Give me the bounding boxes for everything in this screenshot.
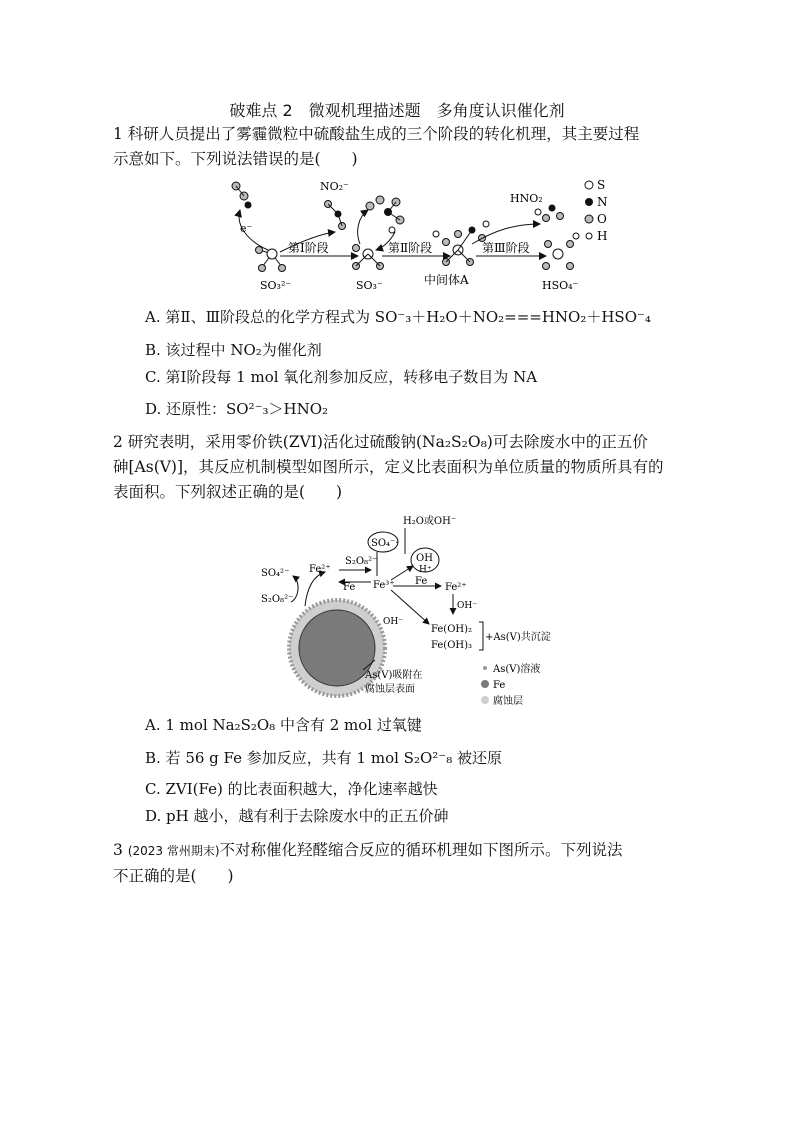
adsorb-label-1: As(Ⅴ)吸附在: [365, 670, 423, 681]
q2-stem-line3: 表面积。下列叙述正确的是( ): [113, 483, 343, 501]
electron-label: e⁻: [240, 222, 253, 235]
s2o8-top-label: S₂O₈²⁻: [345, 556, 378, 567]
so3-molecule: [353, 245, 384, 270]
svg-text:As(Ⅴ)溶液: As(Ⅴ)溶液: [493, 664, 541, 675]
svg-text:O: O: [597, 212, 607, 226]
q2-stem-line2: 砷[As(Ⅴ)]，其反应机制模型如图所示，定义比表面积为单位质量的物质所具有的: [113, 458, 664, 476]
so3-label: SO₃⁻: [356, 279, 383, 292]
fe2b-label: Fe²⁺: [445, 582, 467, 593]
svg-text:S: S: [597, 178, 606, 192]
feoh3-label: Fe(OH)₃: [431, 640, 473, 651]
q2-stem-line1: 2 研究表明，采用零价铁(ZVI)活化过硫酸钠(Na₂S₂O₈)可去除废水中的正五价: [113, 433, 648, 451]
so4-label: SO₄²⁻: [261, 568, 290, 579]
q2-option-a: A. 1 mol Na₂S₂O₈ 中含有 2 mol 过氧键: [145, 716, 422, 734]
q1-stem-line2: 示意如下。下列说法错误的是( ): [113, 150, 358, 168]
so3-2-label: SO₃²⁻: [260, 279, 292, 292]
q2-option-b: B. 若 56 g Fe 参加反应，共有 1 mol S₂O²⁻₈ 被还原: [145, 749, 502, 767]
so4-radical-label: SO₄⁻·: [371, 538, 399, 549]
svg-text:腐蚀层: 腐蚀层: [493, 696, 523, 707]
oh-minus-label: OH⁻: [457, 601, 477, 611]
page-title: 破难点 2 微观机理描述题 多角度认识催化剂: [229, 101, 565, 120]
zvi-particle: [289, 600, 385, 696]
no2-label: NO₂⁻: [320, 180, 349, 193]
small-molecule-top: [232, 182, 252, 209]
stage3-label: 第Ⅲ阶段: [482, 241, 530, 255]
coprecipitation-label: +As(Ⅴ)共沉淀: [485, 632, 551, 643]
intermediate-label: 中间体A: [424, 273, 469, 287]
oh-minus2-label: OH⁻: [383, 617, 403, 627]
q3-stem-line1: [113, 840, 623, 861]
feoh2-label: Fe(OH)₂: [431, 624, 473, 635]
hno2-molecule: [535, 205, 564, 222]
q1-option-a: A. 第Ⅱ、Ⅲ阶段总的化学方程式为 SO⁻₃＋H₂O＋NO₂===HNO₂＋HSO⁻₄: [145, 308, 651, 326]
adsorb-label-2: 腐蚀层表面: [365, 684, 415, 695]
so3-2-molecule: [256, 247, 286, 272]
q1-legend: [585, 178, 608, 243]
svg-text:N: N: [597, 195, 608, 209]
upper-cluster: [366, 196, 404, 233]
q1-stem-line1: 1 科研人员提出了雾霾微粒中硫酸盐生成的三个阶段的转化机理，其主要过程: [113, 125, 640, 143]
fe3-label: Fe³⁺: [373, 580, 395, 591]
q2-option-c: C. ZVI(Fe) 的比表面积越大，净化速率越快: [145, 780, 438, 798]
fe-b-label: Fe: [415, 576, 428, 587]
q3-text: 不对称催化羟醛缩合反应的循环机理如下图所示。下列说法: [219, 841, 623, 859]
fe-label: Fe: [343, 582, 356, 593]
q1-mechanism-figure: [210, 172, 620, 292]
q2-option-d: D. pH 越小，越有利于去除废水中的正五价砷: [145, 807, 449, 825]
q1-option-c: C. 第Ⅰ阶段每 1 mol 氧化剂参加反应，转移电子数目为 NA: [145, 368, 538, 386]
oh-radical-label: OH: [416, 553, 433, 564]
intermediate-a-molecule: [433, 221, 489, 266]
stage2-label: 第Ⅱ阶段: [388, 241, 433, 255]
q2-mechanism-figure: [255, 510, 585, 710]
s2o8-left-label: S₂O₈²⁻: [261, 594, 294, 605]
q1-option-d: D. 还原性：SO²⁻₃＞HNO₂: [145, 400, 329, 418]
no2-molecule: [325, 201, 346, 230]
q3-stem-line2: 不正确的是( ): [113, 867, 234, 885]
h2o-oh-label: H₂O或OH⁻: [403, 516, 457, 527]
stage1-label: 第Ⅰ阶段: [288, 241, 329, 255]
hso4-label: HSO₄⁻: [542, 279, 579, 292]
q3-source: (2023 常州期末): [127, 844, 220, 858]
hno2-label: HNO₂: [510, 192, 543, 205]
q3-number: 3: [113, 841, 123, 859]
svg-text:Fe: Fe: [493, 680, 506, 691]
q2-legend: [481, 662, 540, 707]
svg-text:H: H: [597, 229, 608, 243]
fe2-label: Fe²⁺: [309, 564, 331, 575]
q1-option-b: B. 该过程中 NO₂为催化剂: [145, 341, 322, 359]
hso4-molecule: [543, 233, 580, 270]
h-plus-label: H⁺: [419, 565, 432, 575]
